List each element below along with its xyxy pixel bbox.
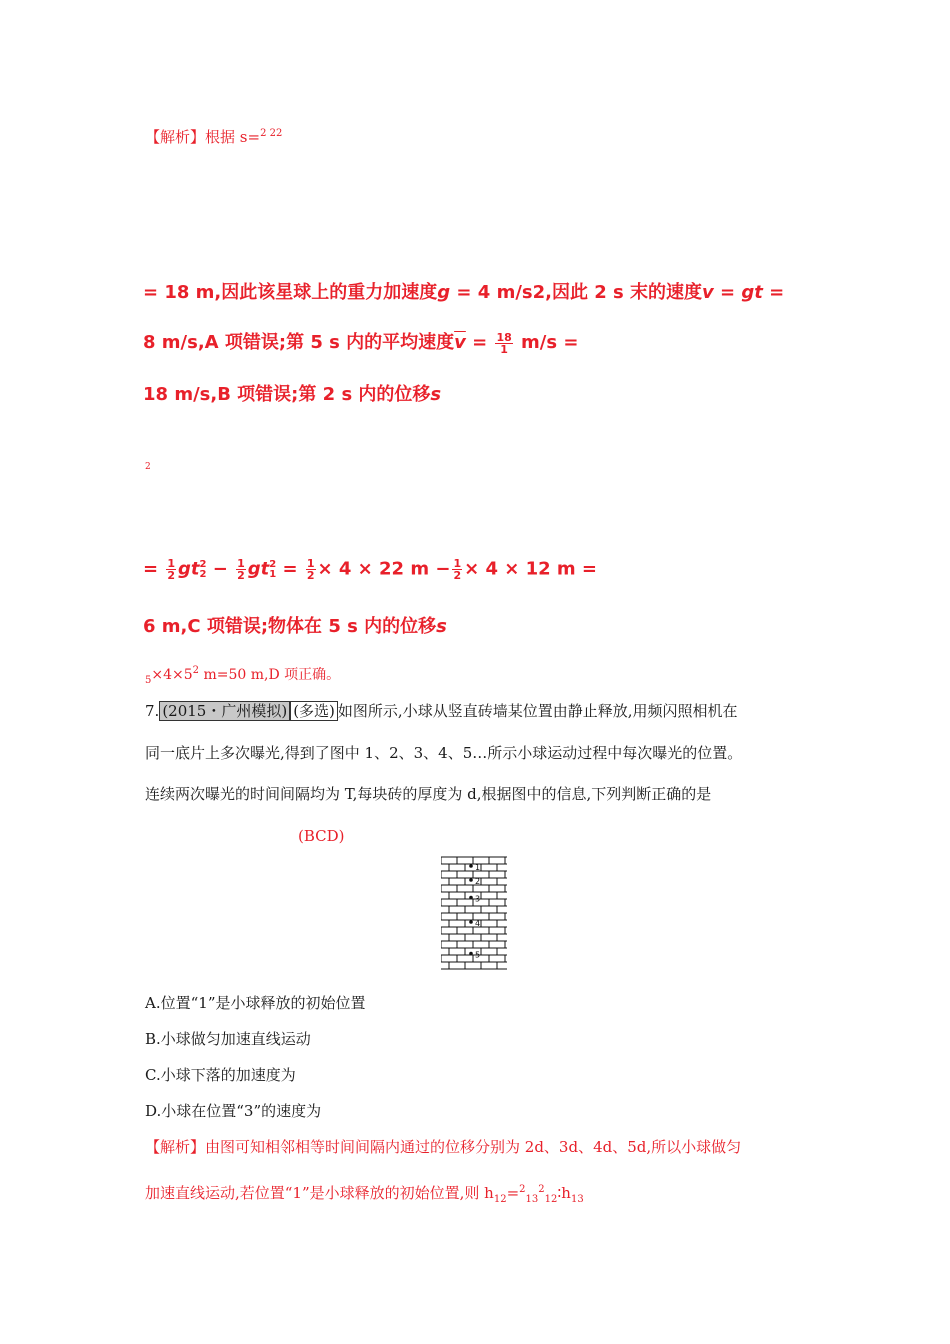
frac-den: 2: [453, 569, 462, 582]
line2-eq: =: [465, 332, 494, 353]
formula-line-3: [143, 380, 441, 406]
answer-label: (BCD): [298, 827, 345, 845]
line1-text-c: =: [713, 282, 742, 303]
fraction-half-4: [452, 558, 462, 581]
analysis-intro-sup: 2 22: [260, 128, 283, 139]
frac-den: 1: [500, 342, 508, 356]
source-tag: (2015・广州模拟): [159, 701, 290, 721]
sub-1: 1: [269, 568, 277, 580]
eq: =: [506, 1184, 520, 1202]
ball-position-label: 5: [475, 950, 481, 960]
sub-2a: 2: [199, 568, 207, 580]
sup-2a: 2: [199, 558, 207, 570]
line4-minus: −: [206, 558, 235, 580]
fraction-18-1: [495, 332, 512, 355]
line5-text-a: 6 m,C 项错误;物体在 5 s 内的位移: [143, 616, 437, 637]
type-tag: (多选): [290, 701, 338, 721]
line3-text-a: 18 m/s,B 项错误;第 2 s 内的位移: [143, 384, 431, 405]
sub-12b: 12: [544, 1194, 558, 1205]
line6-text: ×4×5: [151, 667, 193, 683]
analysis-2-line-2: [145, 1180, 584, 1210]
var-v: v: [702, 282, 714, 303]
line1-text-b: = 4 m/s2,因此 2 s 末的速度: [450, 282, 703, 303]
ball-position-dot: [469, 864, 473, 868]
brick-wall-figure: [441, 856, 507, 970]
analysis-2-line-1: [145, 1137, 741, 1157]
line2-text-b: m/s =: [514, 332, 579, 353]
line6-text-b: m=50 m,D 项正确。: [199, 667, 341, 683]
analysis-2-label: 【解析】: [145, 1138, 206, 1156]
analysis-2-text-2: 加速直线运动,若位置“1”是小球释放的初始位置,则 h: [145, 1184, 494, 1202]
line2-text-a: 8 m/s,A 项错误;第 5 s 内的平均速度: [143, 332, 455, 353]
formula-line-2: [143, 328, 578, 355]
frac-num: 1: [167, 557, 176, 570]
line4-text-a: =: [276, 558, 304, 580]
brick-wall-svg: [441, 856, 507, 970]
frac-num: 1: [306, 557, 315, 570]
var-s-5: s: [436, 616, 447, 637]
var-s: s: [430, 384, 442, 405]
formula-line-6: [145, 664, 340, 686]
fraction-half-3: [306, 558, 316, 581]
ball-position-dot: [469, 952, 473, 956]
option-d: D.小球在位置“3”的速度为: [145, 1102, 322, 1120]
ratio-colon: ∶h: [557, 1184, 571, 1202]
fraction-half-1: [166, 558, 176, 581]
ball-position-label: 2: [475, 877, 481, 886]
frac-den: 2: [306, 569, 315, 582]
option-b: B.小球做匀加速直线运动: [145, 1030, 311, 1048]
formula-line-5: [143, 612, 447, 638]
question-7-line-1: [145, 701, 737, 721]
analysis-2-text-1: 由图可知相邻相等时间间隔内通过的位移分别为 2d、3d、4d、5d,所以小球做匀: [205, 1138, 742, 1156]
question-7-line-3: 连续两次曝光的时间间隔均为 T,每块砖的厚度为 d,根据图中的信息,下列判断正确的是: [145, 785, 712, 803]
analysis-label: 【解析】: [145, 128, 206, 146]
option-a: A.位置“1”是小球释放的初始位置: [145, 994, 366, 1012]
line1-text-a: = 18 m,因此该星球上的重力加速度: [143, 282, 438, 303]
var-vbar: $\overline{v}$: [454, 332, 466, 353]
frac-den: 2: [237, 569, 245, 582]
ball-position-dot: [469, 878, 473, 882]
ball-position-dot: [469, 896, 473, 900]
line4-text-b: × 4 × 22 m −: [317, 558, 451, 580]
sup-2b: 2: [269, 558, 277, 570]
formula-line-1: [143, 278, 784, 304]
ball-position-label: 3: [475, 894, 481, 904]
sup-2b: 2: [538, 1184, 545, 1195]
frac-num: 1: [237, 557, 245, 570]
analysis-intro: [145, 126, 282, 147]
fraction-half-2: [236, 558, 246, 581]
frac-den: 2: [167, 569, 176, 582]
stray-superscript: 2: [145, 462, 151, 472]
question-7-line-2: 同一底片上多次曝光,得到了图中 1、2、3、4、5…所示小球运动过程中每次曝光的位置。: [145, 744, 743, 762]
frac-num: 1: [453, 557, 462, 570]
line4-eq: =: [143, 558, 159, 580]
var-gt-2: gt: [247, 558, 270, 580]
sub-13: 13: [525, 1194, 539, 1205]
ball-position-label: 4: [475, 919, 481, 928]
line1-text-d: =: [762, 282, 785, 303]
ball-position-dot: [469, 920, 473, 924]
sup-2: 2: [519, 1184, 526, 1195]
var-gt: gt: [741, 282, 763, 303]
analysis-intro-text: 根据 s=: [205, 128, 261, 146]
question-stem-1: 如图所示,小球从竖直砖墙某位置由静止释放,用频闪照相机在: [337, 702, 738, 720]
option-c: C.小球下落的加速度为: [145, 1066, 296, 1084]
var-g: g: [437, 282, 451, 303]
question-number: 7.: [145, 702, 160, 720]
ball-position-label: 1: [475, 863, 481, 872]
formula-line-4: [143, 558, 597, 581]
sub-12: 12: [493, 1194, 507, 1205]
var-gt-1: gt: [178, 558, 200, 580]
frac-num: 18: [496, 330, 512, 344]
line6-sub: 5: [145, 675, 152, 686]
line4-text-c: × 4 × 12 m =: [464, 558, 598, 580]
line6-sup: 2: [192, 665, 200, 676]
sub-13b: 13: [570, 1194, 584, 1205]
